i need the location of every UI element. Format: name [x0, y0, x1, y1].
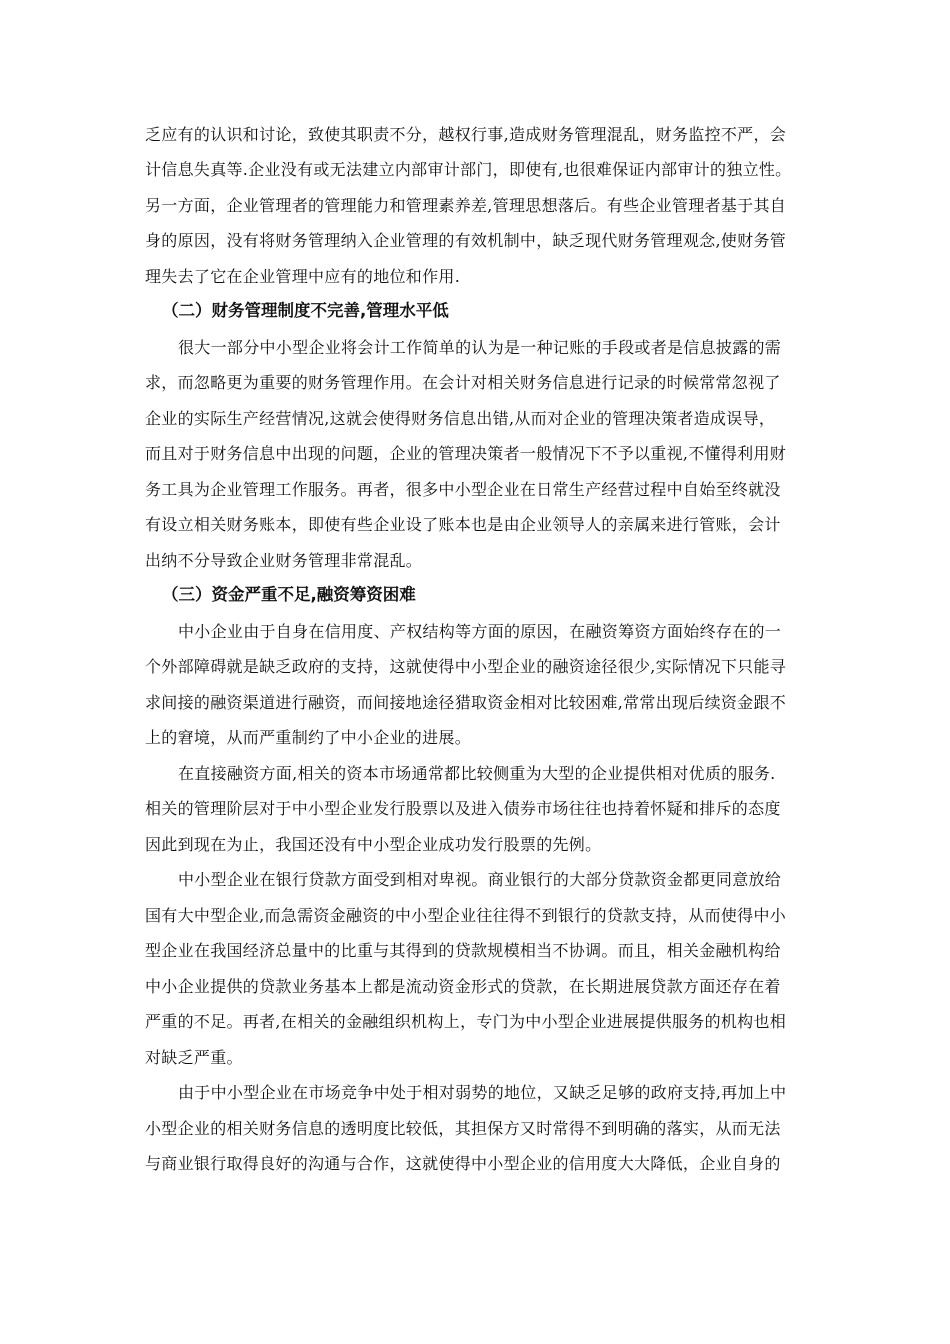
paragraph-line: 出纳不分导致企业财务管理非常混乱。	[145, 551, 423, 570]
paragraph-line: 严重的不足。再者,在相关的金融组织机构上，专门为中小型企业进展提供服务的机构也相	[145, 1012, 787, 1031]
paragraph-line: 与商业银行取得良好的沟通与合作，这就使得中小型企业的信用度大大降低，企业自身的	[145, 1154, 781, 1173]
paragraph-line: 中小企业由于自身在信用度、产权结构等方面的原因，在融资筹资方面始终存在的一	[178, 622, 782, 641]
section-heading-3: （三）资金严重不足,融资筹资困难	[162, 585, 416, 604]
paragraph-line: 另一方面，企业管理者的管理能力和管理素养差,管理思想落后。有些企业管理者基于其自	[145, 196, 787, 215]
paragraph-line: 在直接融资方面,相关的资本市场通常都比较侧重为大型的企业提供相对优质的服务.	[178, 764, 776, 783]
paragraph-line: 个外部障碍就是缺乏政府的支持，这就使得中小型企业的融资途径很少,实际情况下只能寻	[145, 657, 787, 676]
paragraph-line: 很大一部分中小型企业将会计工作简单的认为是一种记账的手段或者是信息披露的需	[178, 338, 782, 357]
paragraph-line: 而且对于财务信息中出现的问题，企业的管理决策者一般情况下不予以重视,不懂得利用财	[145, 444, 787, 463]
paragraph-line: 求，而忽略更为重要的财务管理作用。在会计对相关财务信息进行记录的时候常常忽视了	[145, 373, 781, 392]
paragraph-line: 型企业在我国经济总量中的比重与其得到的贷款规模相当不协调。而且，相关金融机构给	[145, 941, 781, 960]
paragraph-line: 务工具为企业管理工作服务。再者，很多中小型企业在日常生产经营过程中自始至终就没	[145, 480, 781, 499]
paragraph-line: 国有大中型企业,而急需资金融资的中小型企业往往得不到银行的贷款支持，从而使得中小	[145, 906, 787, 925]
paragraph-line: 相关的管理阶层对于中小型企业发行股票以及进入债券市场往往也持着怀疑和排斥的态度	[145, 799, 781, 818]
paragraph-line: 乏应有的认识和讨论，致使其职责不分，越权行事,造成财务管理混乱，财务监控不严，会	[145, 125, 787, 144]
paragraph-line: 对缺乏严重。	[145, 1048, 243, 1067]
paragraph-line: 上的窘境，从而严重制约了中小企业的进展。	[145, 728, 472, 747]
paragraph-line: 因此到现在为止，我国还没有中小型企业成功发行股票的先例。	[145, 835, 602, 854]
paragraph-line: 小型企业的相关财务信息的透明度比较低，其担保方又时常得不到明确的落实，从而无法	[145, 1119, 781, 1138]
paragraph-line: 求间接的融资渠道进行融资，而间接地途径猎取资金相对比较困难,常常出现后续资金跟不	[145, 693, 787, 712]
paragraph-line: 身的原因，没有将财务管理纳入企业管理的有效机制中，缺乏现代财务管理观念,使财务管	[145, 231, 787, 250]
paragraph-line: 理失去了它在企业管理中应有的地位和作用.	[145, 267, 461, 286]
paragraph-line: 中小型企业在银行贷款方面受到相对卑视。商业银行的大部分贷款资金都更同意放给	[178, 870, 782, 889]
paragraph-line: 计信息失真等.企业没有或无法建立内部审计部门，即使有,也很难保证内部审计的独立性。	[145, 160, 792, 179]
section-heading-2: （二）财务管理制度不完善,管理水平低	[162, 301, 449, 320]
paragraph-line: 有设立相关财务账本，即使有些企业设了账本也是由企业领导人的亲属来进行管账，会计	[145, 515, 781, 534]
paragraph-line: 中小企业提供的贷款业务基本上都是流动资金形式的贷款，在长期进展贷款方面还存在着	[145, 977, 781, 996]
paragraph-line: 企业的实际生产经营情况,这就会使得财务信息出错,从而对企业的管理决策者造成误导，	[145, 409, 776, 428]
paragraph-line: 由于中小型企业在市场竞争中处于相对弱势的地位，又缺乏足够的政府支持,再加上中	[178, 1083, 787, 1102]
